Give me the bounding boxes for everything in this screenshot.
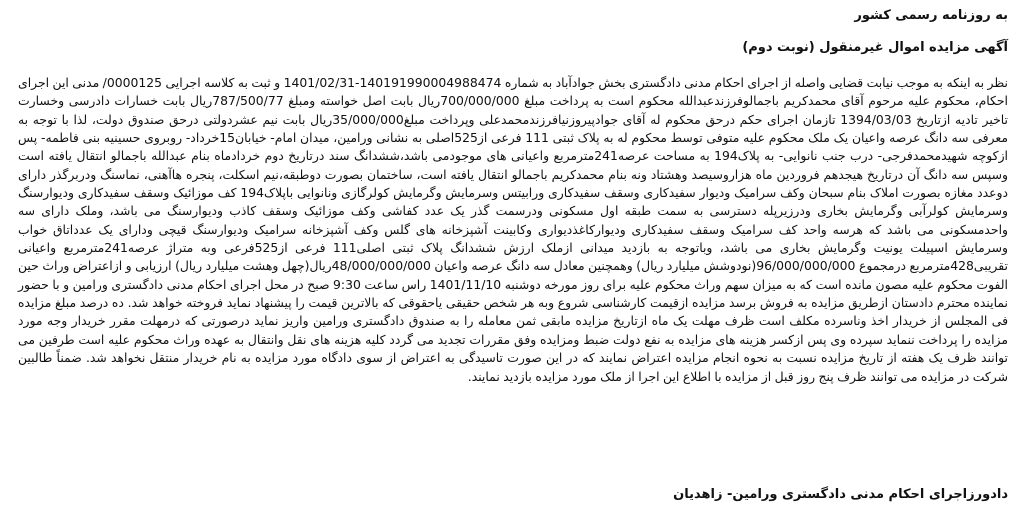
notice-signature: دادورزاجرای احکام مدنی دادگستری ورامین- زاهدیان [673, 487, 1008, 502]
notice-title: آگهی مزایده اموال غیرمنقول (نوبت دوم) [742, 40, 1008, 55]
notice-body: نظر به اینکه به موجب نیابت قضایی واصله از اجرای احکام مدنی دادگستری بخش جوادآباد به شماره 140191990004988474-1401/02/31 و ثبت به کلاسه اجرایی 0000125/ مدنی این اجرای احکام، محکوم علیه مرحوم آقای محمدکریم باجمالوفرزندعبدالله محکوم است به پرداخت مبلغ 700/000/000ریال بابت اصل خواسته ومبلغ 787/500/77ریال بابت خسارات دادرسی وخسارت تاخیر تادیه ازتاریخ 1394/03/03 تازمان اجرای حکم درحق محکوم له آقای جوادپیروزنیافرزندمحمدعلی وپرداخت مبلغ35/000/000ریال بابت نیم عشردولتی درحق صندوق دولت، لذا با توجه به معرفی سه دانگ عرصه واعیان یک ملک محکوم علیه متوفی توسط محکوم له به پلاک ثبتی 111 فرعی از525اصلی به نشانی ورامین، میدان امام- خیابان15خرداد- روبروی حسینیه بنی فاطمه- پس ازکوچه شهیدمحمدفرجی- درب جنب نانوایی- به پلاک194 به مساحت عرصه241مترمربع واعیانی های موجودمی باشد،ششدانگ سند درتاریخ دوم خردادماه بنام عبدالله باجمالو انتقال یافته است وسپس سه دانگ آن درتاریخ هیجدهم فروردین ماه هزاروسیصد وهشتاد ونه بنام محمدکریم باجمالو انتقال یافته است، ساختمان بصورت دوطبقه،نیم اسکلت، پنجره هاآهنی، نماسنگ ودربرگذر دارای دوعدد مغازه بصورت املاک بنام سبحان وکف سرامیک ودیوار سفیدکاری وسقف سفیدکاری ورابیتس وسرمایش وگرمایش کولرگازی ونانوایی باپلاک194 کف موزائیک وسقف سفیدکاری ودیوارسنگ وسرمایش کولرآبی وگرمایش بخاری ودرزیرپله دسترسی به سمت طبقه اول مسکونی ودرسمت گذر یک عدد کفاشی وکف موزائیک وسقف کاذب ودیوارسنگ می باشد، وملک دارای سه واحدمسکونی می باشد که هرسه واحد کف سرامیک وسقف سفیدکاری ودیوارکاغذدیواری وکابینت آشپزخانه های گلس وکف آشپزخانه سرامیک ودیوارسنگ قیچی ودارای یک عدداتاق خواب وسرمایش اسپیلت یونیت وگرمایش بخاری می باشد، وباتوجه به بازدید میدانی ازملک ارزش ششدانگ پلاک ثبتی اصلی111 فرعی از525فرعی وبه متراژ عرصه241مترمربع واعیانی تقریبی428مترمربع درمجموع 96/000/000/000(نودوشش میلیارد ریال) وهمچنین معادل سه دانگ عرصه واعیان 48/000/000/000ریال(چهل وهشت میلیارد ریال) ارزیابی و ازاعتراض وراث حین الفوت محکوم علیه مصون مانده است که به میزان سهم وراث محکوم علیه برای روز مورخه دوشنبه 1401/11/10 راس ساعت 9:30 صبح در محل اجرای احکام مدنی دادگستری ورامین و با حضور نماینده محترم دادستان ازطریق مزایده به فروش برسد مزایده ازقیمت کارشناسی شروع وبه هر شخص حقیقی یاحقوقی که بالاترین قیمت را پیشنهاد نماید فروخته خواهد شد. ده درصد مبلغ مزایده فی المجلس از خریدار اخذ وناسرده مکلف است ظرف مهلت یک ماه ازتاریخ مزایده مابقی ثمن معامله را به صندوق دادگستری ورامین واریز نماید درصورتی که درمهلت مقرر خریدار وجه مورد مزایده را پرداخت ننماید سپرده وی پس ازکسر هزینه های مزایده به نفع دولت ضبط ومزایده وفق مقررات تجدید می گردد کلیه هزینه های نقل وانتقال به عهده وراث محکوم علیه است طرفین می توانند ظرف یک هفته از تاریخ مزایده نسبت به نحوه انجام مزایده اعتراض نمایند که در این صورت تاسیدگی به اعتراض از سوی دادگاه مورد مزایده به نام خریدار منتقل نخواهد شد. ضمناً طالبین شرکت در مزایده می توانند ظرف پنج روز قبل از مزایده با اطلاع این اجرا از ملک مورد مزایده بازدید نمایند. [18, 75, 1008, 384]
publisher-line: به روزنامه رسمی کشور [854, 8, 1008, 23]
